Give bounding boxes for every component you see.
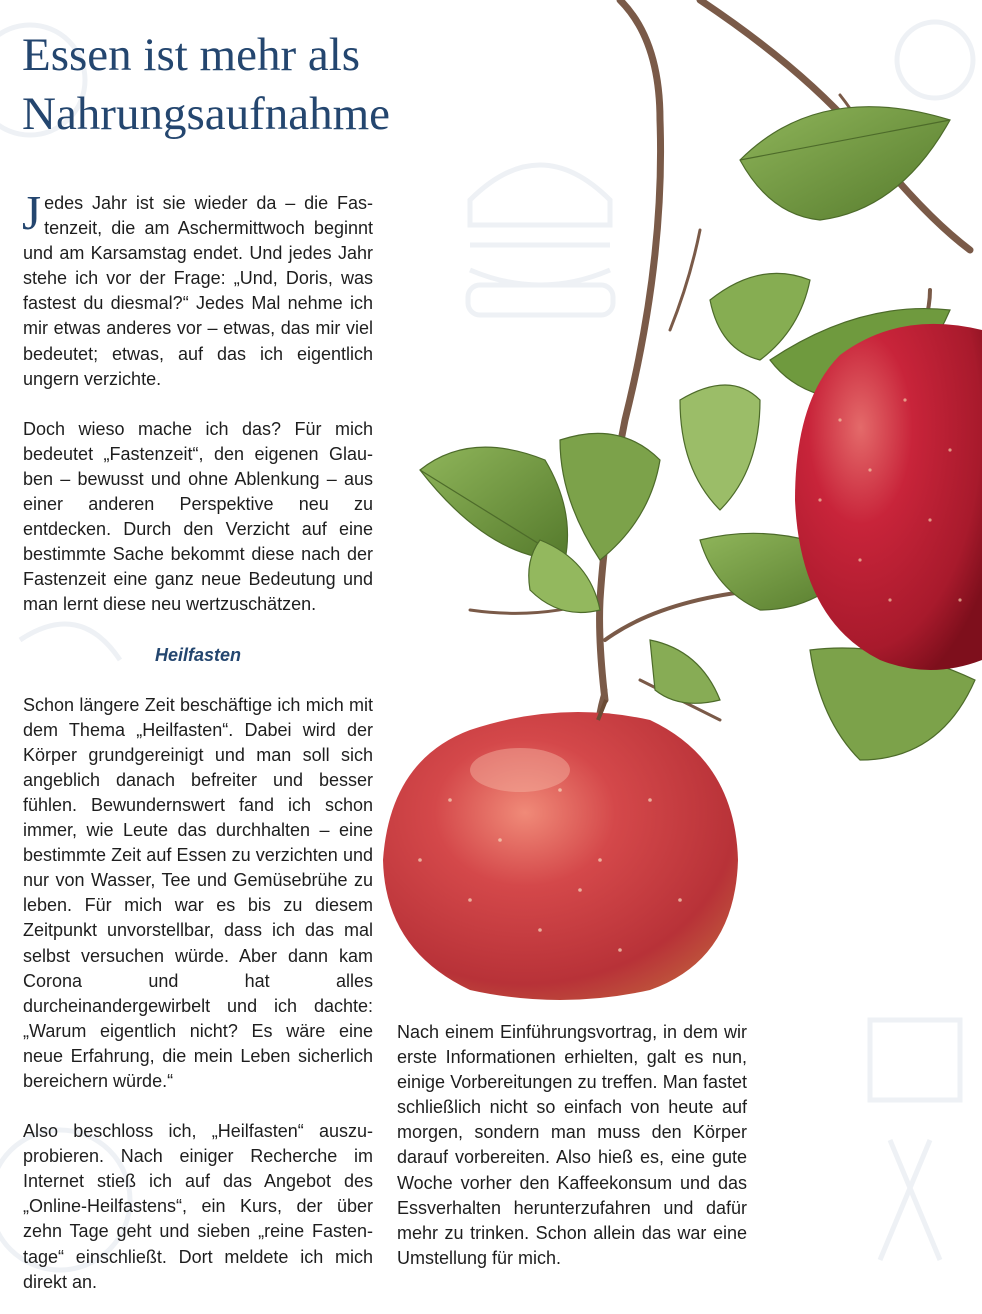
body-paragraph-5: Nach einem Einführungsvortrag, in dem wir erste Informationen erhielten, galt es nun, einige Vorbereitungen zu treffen. Man fastet schließlich nicht so einfach von heute auf morgen, sondern man muss den Körper darauf vorbereiten. Also hieß es, eine gute Woche vorher den Kaffeekonsum und das Essverhalten herunterzufahren und dafür mehr zu trinken. Schon allein das war eine Umstellung für mich. bbox=[397, 1022, 747, 1268]
article-title: Essen ist mehr als Nahrungsaufnahme bbox=[22, 29, 391, 140]
intro-paragraph-text: edes Jahr ist sie wieder da – die Fastenzeit, die am Aschermittwoch beginnt und am Karsamstag endet. Und jedes Jahr stehe ich vor der Frage: „Und, Doris, was fastest du diesmal?“ Jedes Mal nehme ich mir etwas anderes vor – etwas, das mir viel bedeutet; etwas, auf das ich eigentlich ungern verzichte. bbox=[23, 193, 373, 389]
body-paragraph-4: Also beschloss ich, „Heilfasten“ auszuprobieren. Nach einiger Recherche im Internet stieß ich auf das Angebot des „Online-Heilfastens“, ein Kurs, der über zehn Tage geht und sieben „reine Fastentage“ einschließt. Dort meldete ich mich direkt an. bbox=[23, 1121, 373, 1292]
intro-paragraph bbox=[22, 185, 373, 392]
subheading-heilfasten: Heilfasten bbox=[154, 644, 242, 665]
text-column-left bbox=[22, 185, 373, 1314]
body-paragraph-2: Doch wieso mache ich das? Für mich bedeutet „Fastenzeit“, den eigenen Glauben – bewusst und ohne Ablenkung – aus einer anderen Perspektive neu zu entdecken. Durch den Verzicht auf eine bestimmte Sache bekommt diese nach der Fastenzeit eine ganz neue Bedeutung und man lernt diese neu wertzuschätzen. bbox=[23, 418, 373, 615]
drop-cap: J bbox=[22, 185, 42, 240]
text-column-right bbox=[397, 1020, 747, 1296]
body-paragraph-3: Schon längere Zeit beschäftige ich mich mit dem Thema „Heilfasten“. Dabei wird der Körper grundgereinigt und man soll sich angeblich danach befreiter und besser fühlen. Bewundernswert fand ich schon immer, wie Leute das durchhalten – eine bestimmte Zeit auf Essen zu verzichten und nur von Wasser, Tee und Gemüsebrühe zu leben. Für mich war es bis zu diesem Zeitpunkt unvorstellbar, dass ich das mal selbst versuchen würde. Aber dann kam Corona und hat alles durcheinandergewirbelt und ich dachte: „Warum eigentlich nicht? Es wäre eine neue Erfahrung, die mein Leben sicherlich bereichern würde.“ bbox=[23, 694, 373, 1091]
